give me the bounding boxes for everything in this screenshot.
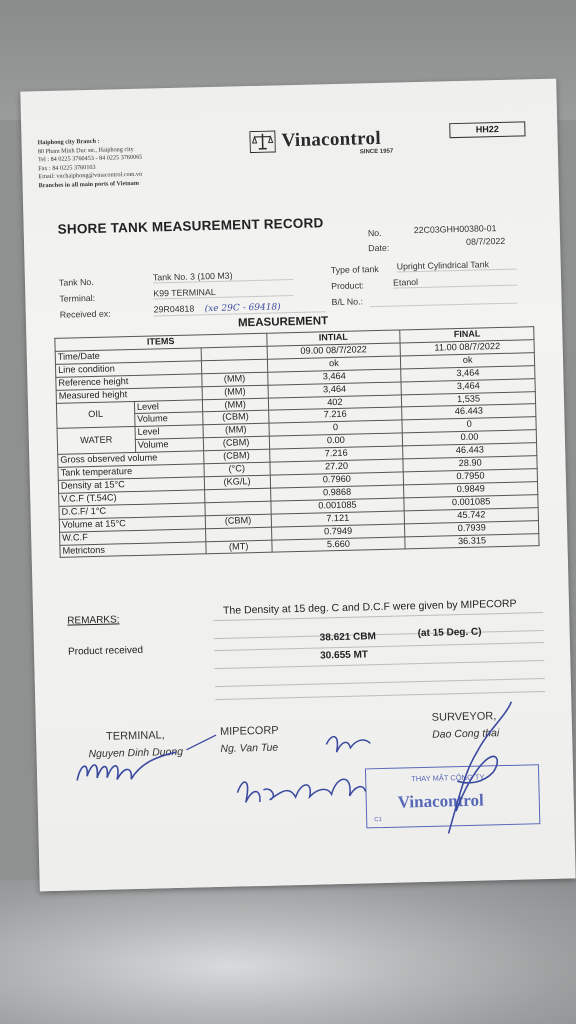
row-unit: (CBM) [203, 436, 269, 451]
record-no-label: No. [367, 227, 382, 239]
tank-no-value: Tank No. 3 (100 M3) [153, 269, 293, 283]
row-item: W.C.F [60, 528, 206, 544]
row-item: D.C.F/ 1°C [59, 503, 205, 519]
received-label: Received ex: [59, 308, 111, 320]
row-initial: 09.00 08/7/2022 [267, 343, 401, 359]
terminal-value: K99 TERMINAL [153, 285, 293, 299]
row-item: Reference height [56, 374, 202, 390]
row-initial: 402 [268, 394, 402, 410]
record-no-value: 22C03GHH00380-01 [413, 223, 497, 236]
branch-line: Email: vnchaiphong@vinacontrol.com.vn [38, 171, 143, 181]
row-item: Tank temperature [58, 464, 204, 480]
branch-line: Haiphong city Branch : [37, 137, 100, 147]
mipecorp-name: Ng. Van Tue [220, 741, 279, 755]
tank-type-value: Upright Cylindrical Tank [397, 259, 517, 273]
row-initial: 0.7960 [270, 472, 404, 488]
row-final: 0.7939 [405, 520, 539, 536]
remarks-text: The Density at 15 deg. C and D.C.F were given by MIPECORP [222, 597, 517, 617]
row-initial: 3,464 [268, 382, 402, 398]
row-final: 0.00 [403, 430, 537, 446]
terminal-name: Nguyen Dinh Duong [88, 745, 184, 761]
row-unit: (MM) [202, 398, 268, 413]
row-item: Measured height [56, 386, 202, 402]
row-item: Metrictons [60, 541, 206, 557]
row-final: 0.9849 [404, 482, 538, 498]
row-final: 45.742 [404, 507, 538, 523]
row-final: 11.00 08/7/2022 [400, 340, 534, 356]
row-item: Line condition [55, 361, 201, 377]
terminal-title: TERMINAL, [105, 729, 165, 743]
terminal-signature [77, 752, 178, 780]
product-received-note: (at 15 Deg. C) [417, 626, 482, 640]
background-reflection [0, 880, 576, 1024]
tank-type-label: Type of tank [330, 263, 379, 276]
row-final: 1,535 [402, 391, 536, 407]
row-group-oil: OIL [56, 401, 134, 429]
header-initial: INTIAL [266, 330, 400, 346]
row-final: 46.443 [403, 443, 537, 459]
record-date-value: 08/7/2022 [465, 235, 506, 247]
row-unit: (MM) [202, 385, 268, 400]
row-item: Level [134, 399, 202, 414]
page-title: SHORE TANK MEASUREMENT RECORD [57, 215, 324, 237]
row-unit: (CBM) [205, 514, 271, 529]
row-final: 3,464 [401, 378, 535, 394]
surveyor-title: SURVEYOR, [431, 710, 497, 724]
row-initial: 7.216 [269, 446, 403, 462]
row-unit: (MM) [203, 424, 269, 439]
stamp-top-text: THAY MẶT CÔNG TY [411, 772, 485, 784]
stamp-code: C1 [374, 817, 382, 824]
terminal-dash [186, 735, 216, 750]
row-item: Gross observed volume [58, 451, 204, 467]
measurement-title: MEASUREMENT [237, 315, 329, 330]
row-final: 3,464 [401, 365, 535, 381]
mipecorp-initial-signature [326, 736, 370, 753]
row-item: Density at 15°C [58, 477, 204, 493]
header-final: FINAL [400, 327, 534, 343]
handwritten-signatures [20, 79, 575, 892]
received-plate: 29R04818 [153, 303, 195, 315]
row-item: Level [135, 425, 203, 440]
row-final: 0.7950 [403, 469, 537, 485]
row-item: Volume at 15°C [59, 515, 205, 531]
row-group-water: WATER [57, 427, 135, 455]
product-received-mt: 30.655 MT [320, 649, 369, 662]
row-initial: 0 [269, 420, 403, 436]
row-item: Time/Date [55, 348, 201, 364]
surveyor-signature [445, 702, 514, 834]
document-page [20, 79, 575, 892]
bl-no-label: B/L No.: [331, 296, 364, 308]
product-label: Product: [331, 280, 365, 292]
tank-no-label: Tank No. [58, 276, 94, 288]
remarks-label: REMARKS: [67, 614, 120, 627]
row-unit: (°C) [204, 462, 270, 477]
row-final: 28.90 [403, 456, 537, 472]
row-final: 36.315 [405, 533, 539, 549]
row-initial: 7.121 [271, 511, 405, 527]
stamp-logo-text: Vinacontrol [397, 790, 484, 812]
terminal-label: Terminal: [59, 292, 96, 304]
row-initial: 0.001085 [270, 498, 404, 514]
row-initial: ok [267, 356, 401, 372]
row-unit: (MT) [206, 540, 272, 555]
row-final: ok [401, 352, 535, 368]
form-code-box: HH22 [449, 121, 525, 138]
logo-name: Vinacontrol [281, 127, 382, 152]
row-final: 0.001085 [404, 494, 538, 510]
row-initial: 5.660 [271, 536, 405, 552]
branch-line: Tel : 84 0225 3760453 - 84 0225 3760065 [37, 153, 143, 164]
row-final: 0 [402, 417, 536, 433]
row-initial: 0.7949 [271, 523, 405, 539]
row-item: Volume [135, 438, 203, 453]
product-received-cbm: 38.621 CBM [319, 631, 377, 644]
header-items: ITEMS [55, 333, 267, 351]
product-value: Etanol [393, 275, 517, 289]
row-unit: (MM) [202, 372, 268, 387]
logo-since: SINCE 1957 [359, 148, 394, 156]
record-date-label: Date: [368, 242, 390, 254]
row-item: V.C.F (T.54C) [59, 490, 205, 506]
branch-line: 80 Pham Minh Duc str., Haiphong city [37, 145, 134, 155]
mipecorp-signature [237, 779, 365, 803]
branch-line: Branches in all main ports of Vietnam [38, 179, 140, 190]
mipecorp-title: MIPECORP [219, 724, 279, 738]
row-initial: 0.00 [269, 433, 403, 449]
product-received-label: Product received [67, 644, 144, 658]
row-unit: (CBM) [202, 411, 268, 426]
branch-line: Fax : 84 0225 3760103 [38, 163, 96, 173]
row-initial: 27.20 [270, 459, 404, 475]
row-unit: (KG/L) [204, 475, 270, 490]
row-initial: 0.9868 [270, 485, 404, 501]
row-unit: (CBM) [203, 449, 269, 464]
received-handwritten: (xe 29C - 69418) [204, 302, 281, 315]
row-initial: 3,464 [267, 369, 401, 385]
surveyor-name: Dao Cong thai [431, 727, 500, 741]
row-item: Volume [135, 412, 203, 427]
row-initial: 7.216 [268, 407, 402, 423]
row-final: 46.443 [402, 404, 536, 420]
